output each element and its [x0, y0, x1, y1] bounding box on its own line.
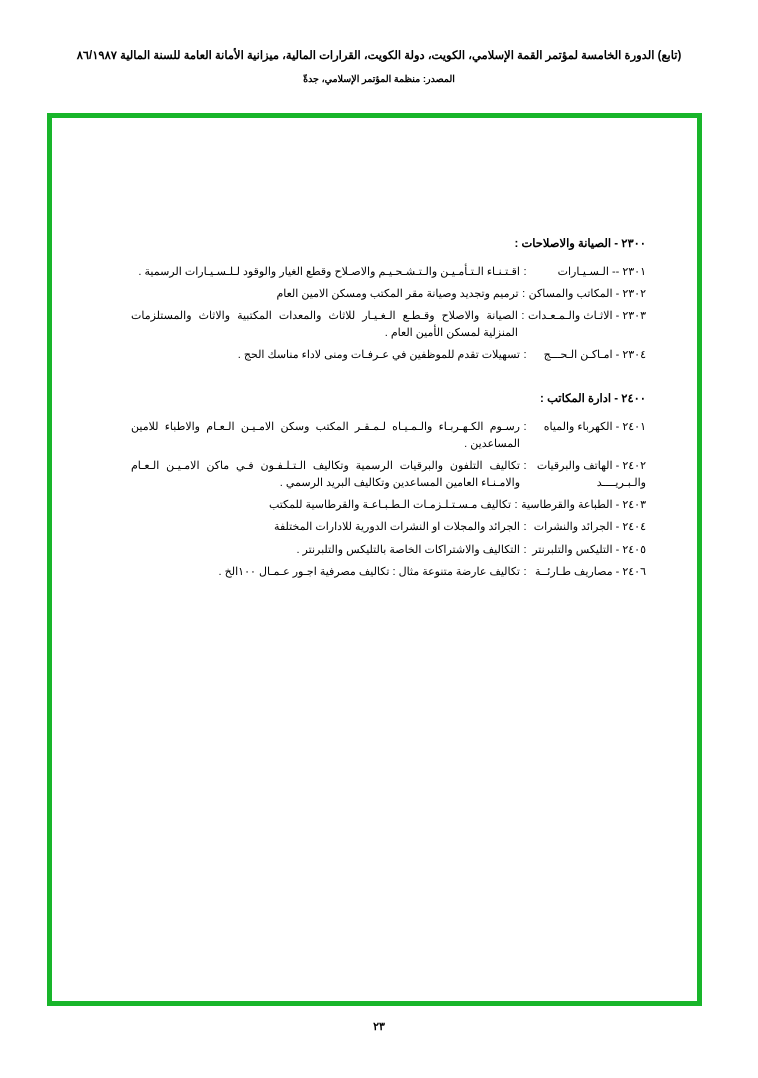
- row-description: رسـوم الكـهـربـاء والـمـيـاه لـمـقـر المكتب وسكن الامـيـن الـعـام والاطباء للامين المساعدين .: [131, 421, 520, 451]
- row-description: التكاليف والاشتراكات الخاصة بالتليكس والتلبرنتر .: [296, 543, 520, 556]
- row-code: ٢٣٠٣ - الاثـاث والـمـعـدات: [527, 310, 646, 323]
- table-row: [113, 542, 698, 559]
- section-heading: ٢٤٠٠ - ادارة المكاتب :: [540, 393, 646, 406]
- row-description: الصيانة والاصلاح وقـطـع الـغـيـار للاثاث والمعدات المكتبية والاثاث والمستلزمات المنزلية لمسكن الأمين العام .: [131, 310, 518, 340]
- row-code: ٢٣٠١ -- الـسـيـارات: [557, 266, 646, 278]
- row-description: ترميم وتجديد وصيانة مقر المكتب ومسكن الامين العام: [276, 288, 519, 301]
- section-heading: ٢٣٠٠ - الصيانة والاصلاحات :: [514, 238, 646, 250]
- budget-section: [113, 391, 698, 580]
- row-description: تسهيلات تقدم للموظفين في عـرفـات ومنى لاداء مناسك الحج .: [237, 349, 520, 362]
- table-row: [113, 519, 698, 536]
- section-spacer: [113, 369, 698, 391]
- row-code: ٢٤٠٣ - الطباعة والقرطاسية: [521, 499, 646, 512]
- document-source: المصدر: منظمة المؤتمر الإسلامي، جدةّ: [303, 74, 455, 86]
- row-description: تكاليف مـسـتـلـزمـات الـطـبـاعـة والقرطاسية للمكتب: [268, 499, 512, 512]
- table-row: [113, 419, 698, 453]
- table-row: [113, 286, 698, 303]
- row-separator: :: [523, 266, 527, 278]
- page-header: [0, 48, 758, 85]
- top-spacer: [113, 118, 698, 236]
- table-row: [113, 458, 698, 492]
- row-separator: :: [522, 288, 526, 301]
- page-number: ٢٣: [373, 1021, 385, 1033]
- table-row: [113, 497, 698, 514]
- page-footer: [0, 1020, 758, 1033]
- row-code: ٢٤٠١ - الكهرباء والمياه: [543, 421, 646, 434]
- row-separator: :: [523, 543, 527, 556]
- section-rows: [113, 264, 698, 364]
- row-code: ٢٤٠٦ - مصاريف طـارئــة: [534, 565, 646, 578]
- row-description: الجرائد والمجلات او النشرات الدورية للادارات المختلفة: [274, 521, 520, 534]
- row-separator: :: [523, 521, 527, 534]
- row-separator: :: [521, 310, 525, 323]
- section-rows: [113, 419, 698, 580]
- row-description: تكاليف عارضة متنوعة مثال : تكاليف مصرفية اجـور عـمـال ١٠٠الخ .: [218, 565, 520, 578]
- row-separator: :: [523, 565, 527, 578]
- row-separator: :: [514, 499, 518, 512]
- row-description: اقـتـنـاء الـتـأمـيـن والـتـشـحـيـم والاصـلاح وقطع الغيار والوقود لـلـسـيـارات الرسمية .: [138, 266, 520, 278]
- row-code: ٢٤٠٥ - التليكس والتلبرنتر: [532, 543, 646, 556]
- table-row: [113, 308, 698, 342]
- document-title: (تابع) الدورة الخامسة لمؤتمر القمة الإسلامي، الكويت، دولة الكويت، القرارات المالية، ميزانية الأمانة العامة للسنة المالية ٨٦/١٩٨٧: [76, 50, 682, 62]
- row-separator: :: [523, 349, 527, 362]
- table-row: [113, 564, 698, 581]
- row-separator: :: [523, 421, 527, 434]
- document-body: [113, 118, 698, 586]
- budget-section: [113, 236, 698, 364]
- row-separator: :: [523, 460, 527, 473]
- row-code: ٢٤٠٢ - الهاتف والبرقيات والـبـريــــد: [536, 460, 646, 490]
- row-code: ٢٣٠٢ - المكاتب والمساكن: [528, 288, 646, 301]
- table-row: [113, 347, 698, 364]
- table-row: [113, 264, 698, 281]
- row-code: ٢٣٠٤ - امـاكـن الـحـــج: [543, 349, 646, 362]
- row-description: تكاليف التلفون والبرقيات الرسمية وتكاليف الـتـلـفـون فـي ماكن الامـيـن الـعـام والامـنـاء العامين المساعدين وتكاليف البريد الرسمي .: [131, 460, 520, 490]
- row-code: ٢٤٠٤ - الجرائد والنشرات: [533, 521, 646, 534]
